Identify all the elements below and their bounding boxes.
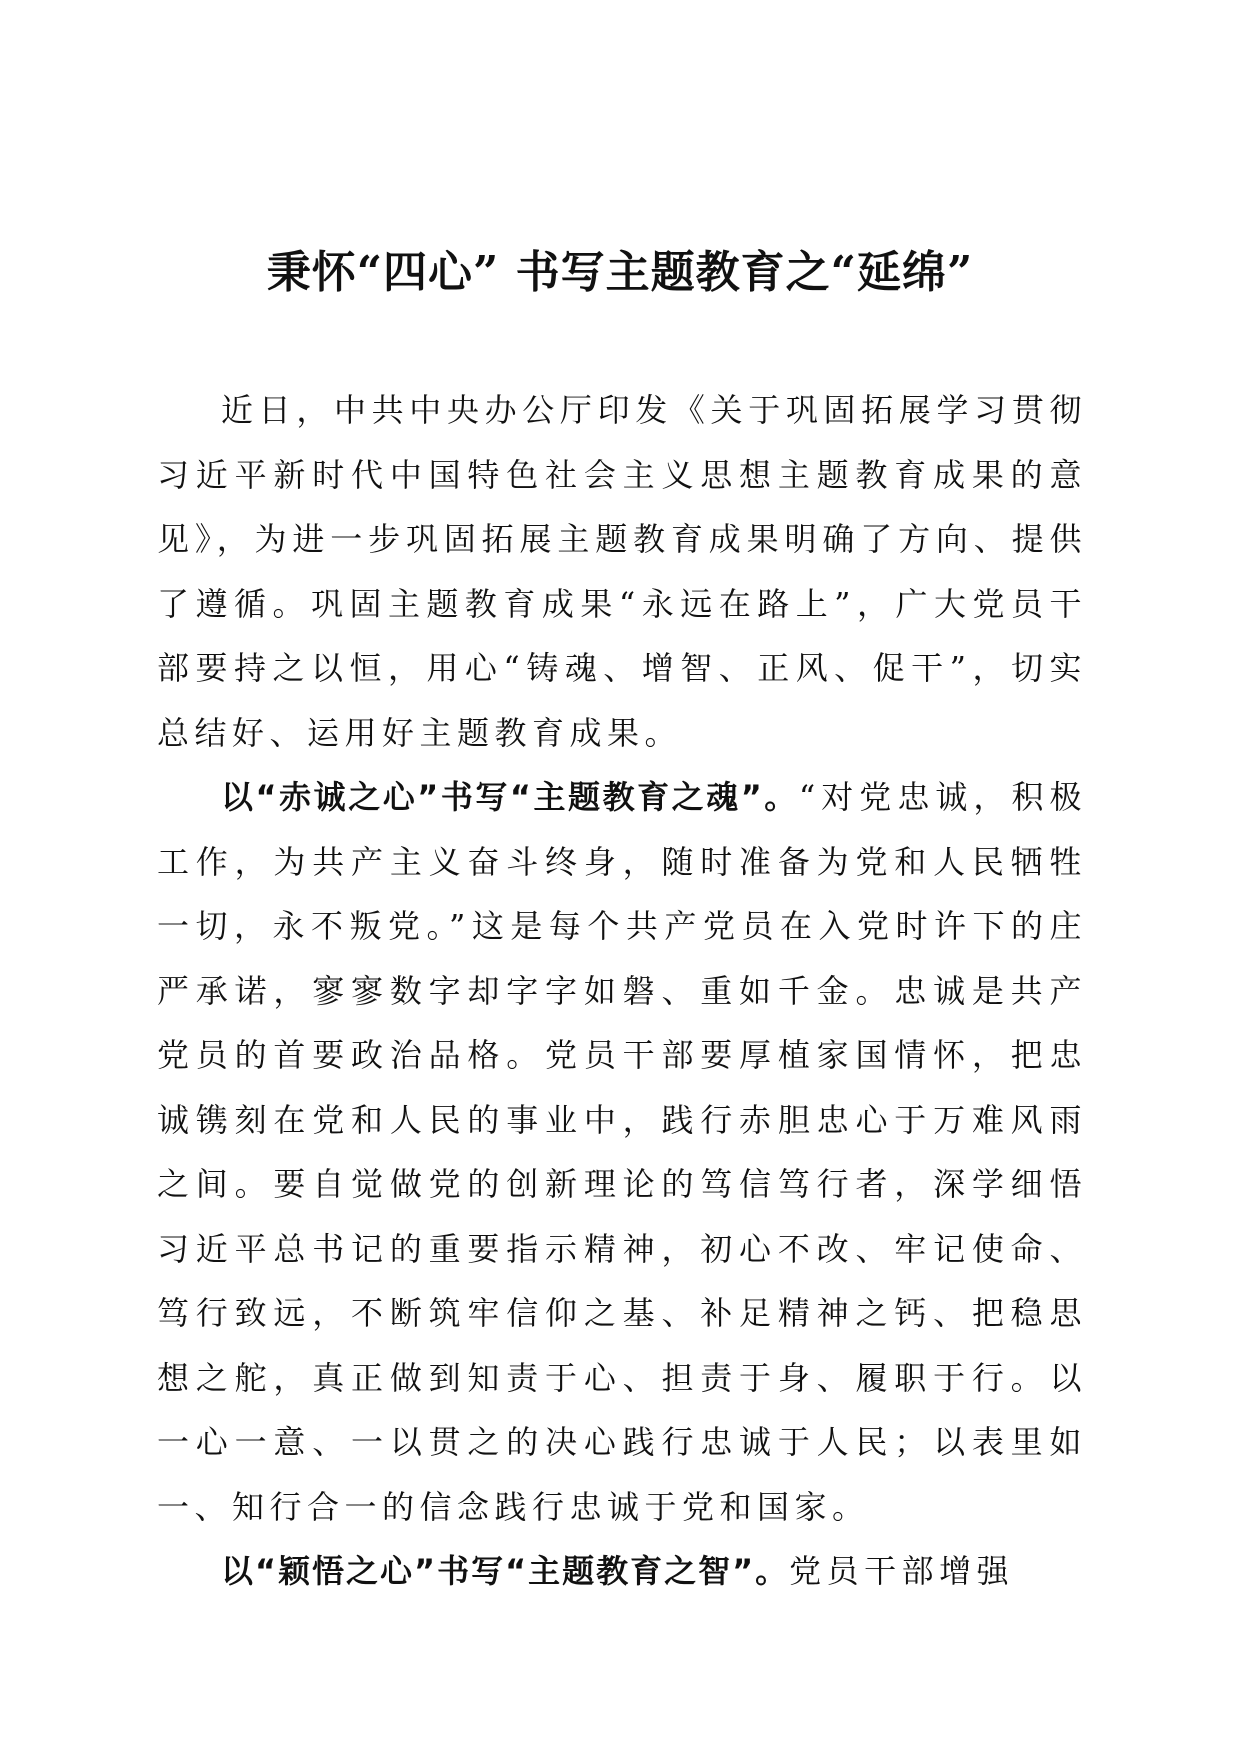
document-body xyxy=(157,378,1087,1604)
document-title: 秉怀“四心” 书写主题教育之“延绵” xyxy=(266,247,974,298)
paragraph-loyalty xyxy=(157,765,1087,1539)
paragraph-text: 党员干部增强 xyxy=(789,1552,1015,1590)
section-heading-loyalty: 以“赤诚之心”书写“主题教育之魂”。 xyxy=(221,778,799,816)
section-heading-wisdom: 以“颖悟之心”书写“主题教育之智”。 xyxy=(221,1552,790,1590)
paragraph-text: “对党忠诚，积极工作，为共产主义奋斗终身，随时准备为党和人民牺牲一切，永不叛党。”这是每个共产党员在入党时许下的庄严承诺，寥寥数字却字字如磐、重如千金。忠诚是共产党员的首要政治品格。党员干部要厚植家国情怀，把忠诚镌刻在党和人民的事业中，践行赤胆忠心于万难风雨之间。要自觉做党的创新理论的笃信笃行者，深学细悟习近平总书记的重要指示精神，初心不改、牢记使命、笃行致远，不断筑牢信仰之基、补足精神之钙、把稳思想之舵，真正做到知责于心、担责于身、履职于行。以一心一意、一以贯之的决心践行忠诚于人民；以表里如一、知行合一的信念践行忠诚于党和国家。 xyxy=(157,778,1087,1526)
paragraph-intro xyxy=(157,378,1087,765)
paragraph-text: 近日，中共中央办公厅印发《关于巩固拓展学习贯彻习近平新时代中国特色社会主义思想主题教育成果的意见》，为进一步巩固拓展主题教育成果明确了方向、提供了遵循。巩固主题教育成果“永远在路上”，广大党员干部要持之以恒，用心“铸魂、增智、正风、促干”，切实总结好、运用好主题教育成果。 xyxy=(157,391,1087,752)
paragraph-wisdom xyxy=(157,1539,1087,1604)
